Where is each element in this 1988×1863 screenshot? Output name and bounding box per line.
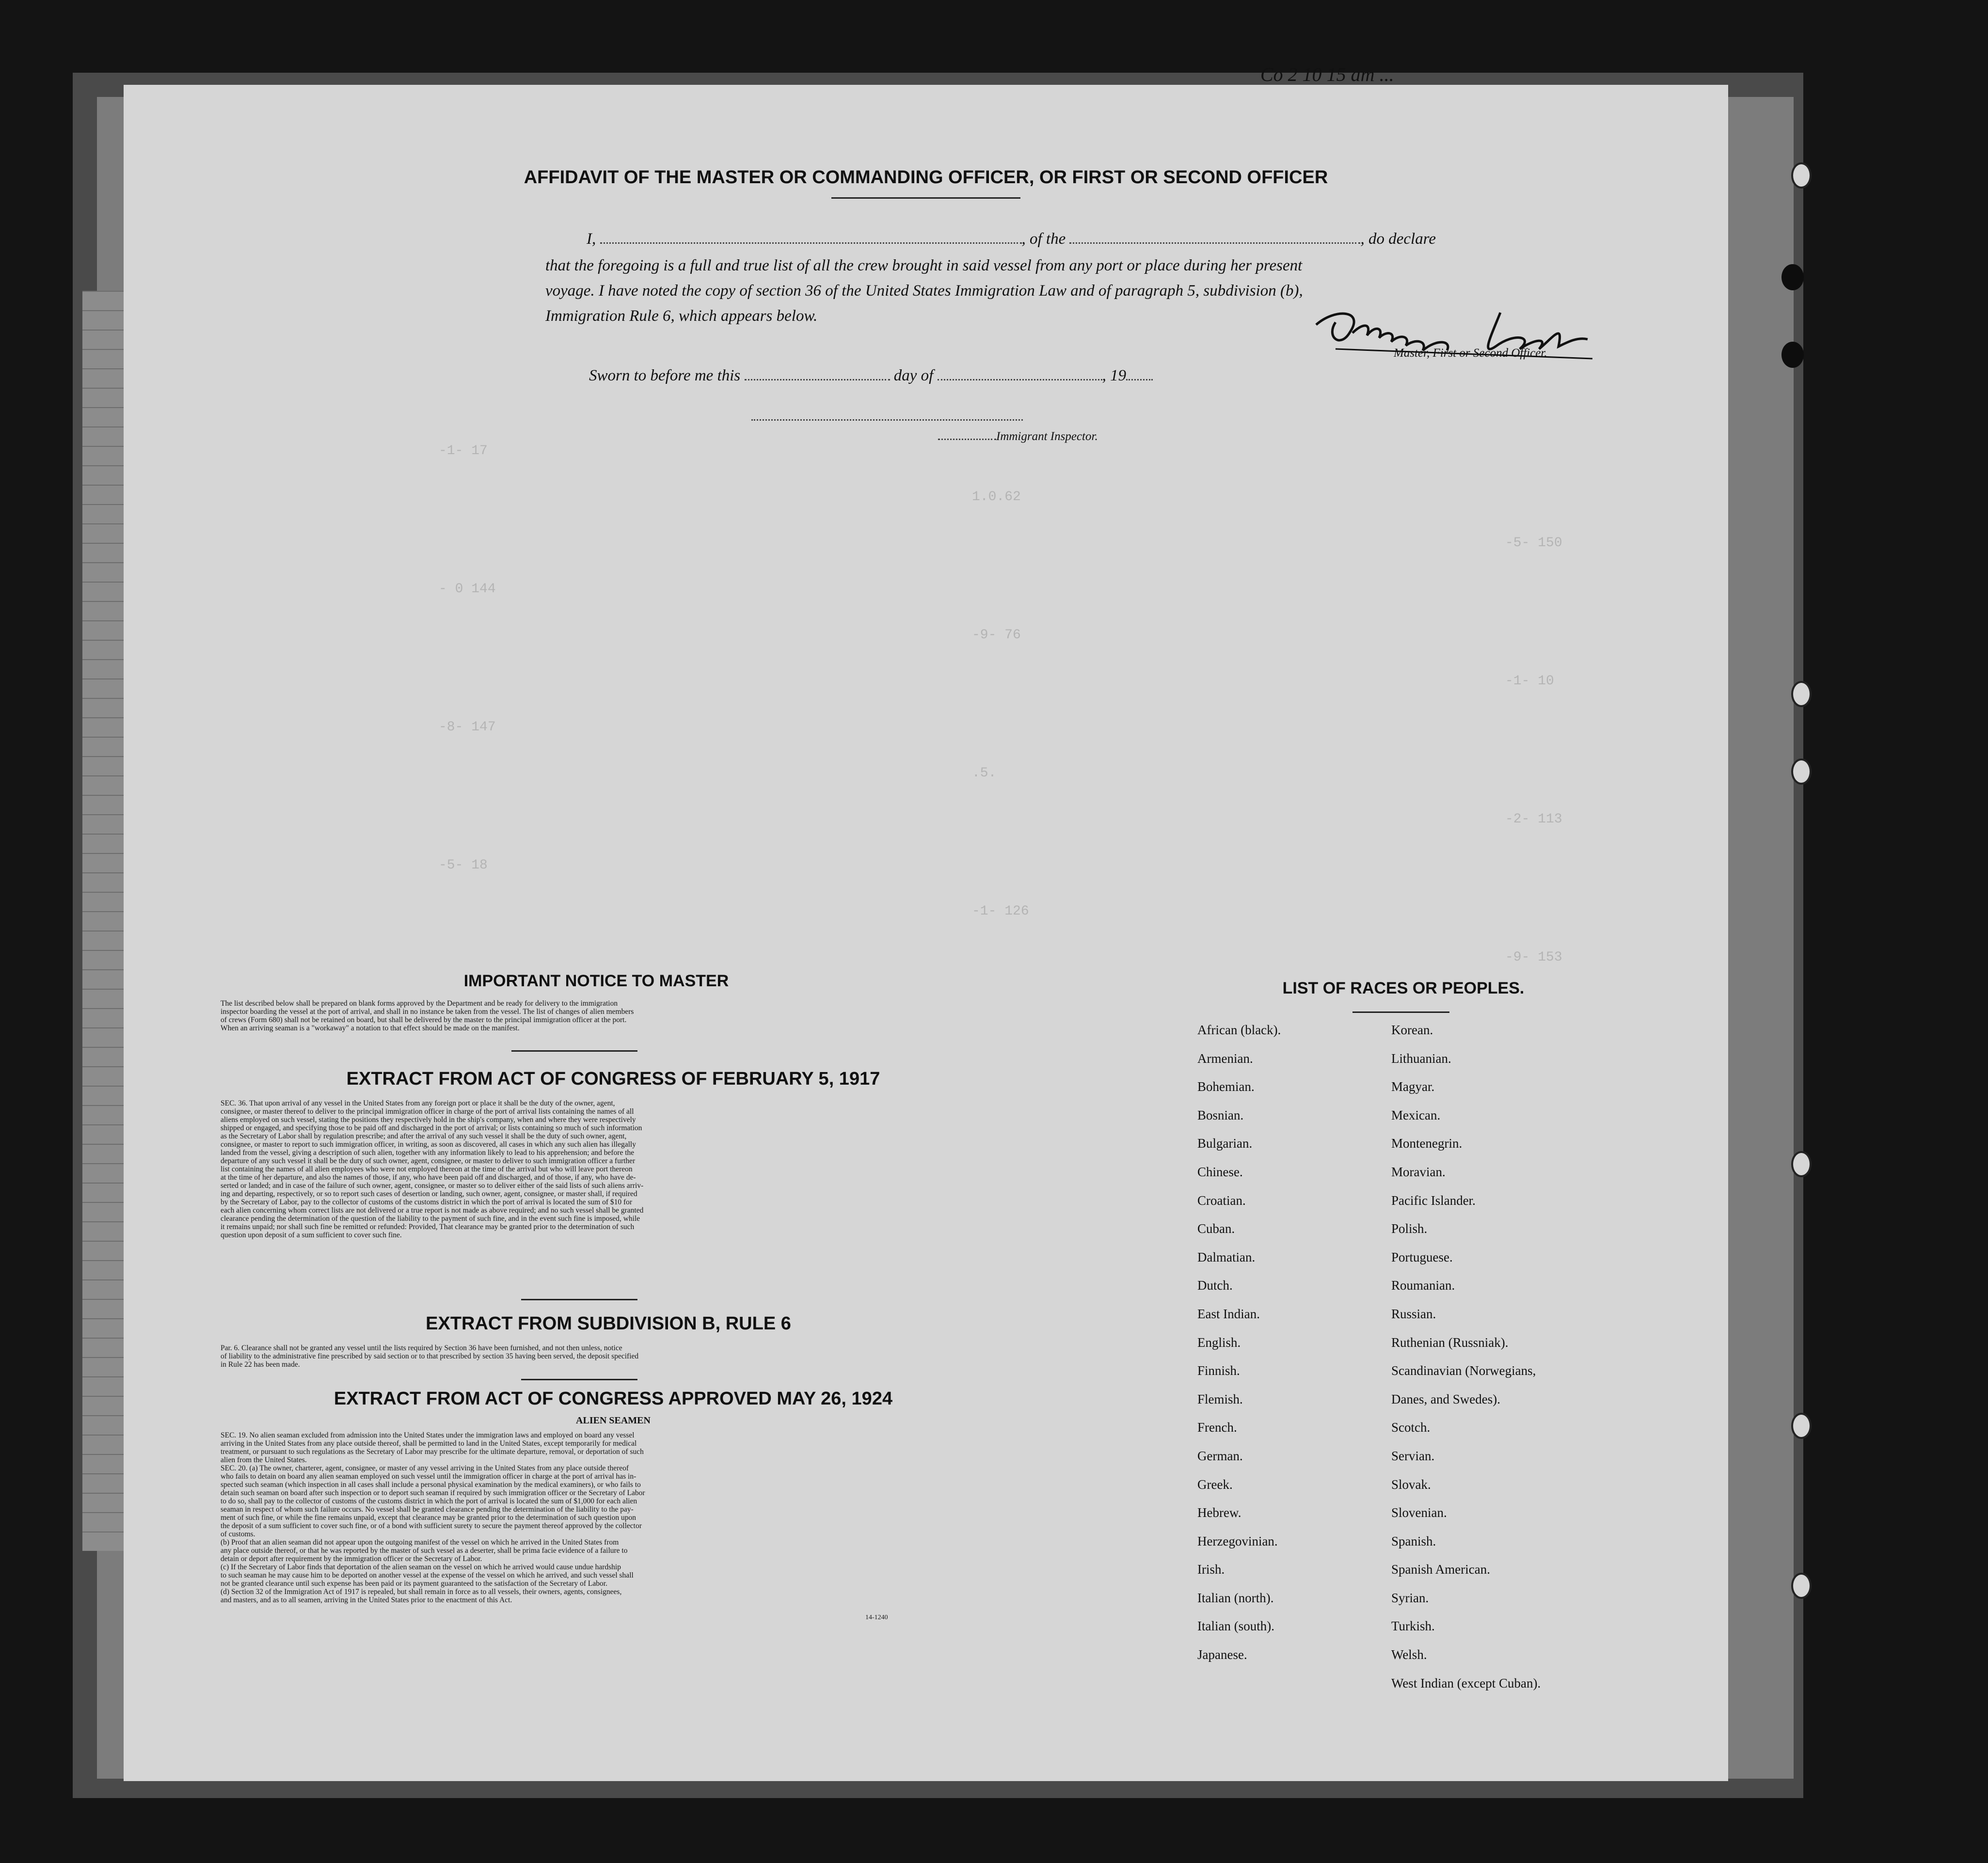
text-line: Irish. — [1197, 1562, 1225, 1577]
text-line: Spanish American. — [1391, 1562, 1490, 1577]
text-line: Spanish. — [1391, 1533, 1436, 1548]
declare-i-label: I, — [587, 230, 596, 248]
text-line: Servian. — [1391, 1448, 1435, 1463]
form-number: 14-1240 — [865, 1614, 888, 1621]
text-line: to do so, shall pay to the collector of customs of the customs district in which the port of arrival is located the sum of $1,000 for each alien — [221, 1497, 637, 1505]
text-line: Ruthenian (Russniak). — [1391, 1335, 1509, 1350]
text-line: Scandinavian (Norwegians, — [1391, 1363, 1536, 1378]
extract-1917-text — [221, 1099, 1030, 1239]
text-line: African (black). — [1197, 1023, 1281, 1037]
text-line: East Indian. — [1197, 1306, 1260, 1321]
text-line: seaman in respect of whom such failure occurs. No vessel shall be granted clearance pending the determination of the liability to the pay- — [221, 1505, 634, 1514]
text-line: German. — [1197, 1448, 1243, 1463]
affidavit-declaration-line — [587, 230, 1436, 248]
text-line: Chinese. — [1197, 1164, 1243, 1179]
extract-1924-text — [221, 1431, 1030, 1604]
punch-hole — [1791, 1151, 1812, 1177]
text-line: Mexican. — [1391, 1107, 1441, 1122]
text-line: Turkish. — [1391, 1619, 1435, 1634]
text-line: landed from the vessel, giving a description of such alien, together with any information likely to lead to his apprehension; and before the — [221, 1149, 635, 1157]
text-line: any place outside thereof, or that he was reported by the master of such vessel as a deserter, shall be prima facie evidence of a failure to — [221, 1547, 628, 1555]
alien-seamen-subtitle: ALIEN SEAMEN — [576, 1415, 651, 1426]
bleed-mark: -5- 18 — [439, 858, 488, 873]
notice-title: IMPORTANT NOTICE TO MASTER — [463, 972, 729, 990]
text-line: Greek. — [1197, 1477, 1233, 1492]
text-line: Bosnian. — [1197, 1107, 1244, 1122]
text-line: the deposit of a sum sufficient to cover such fine, or of a bond with sufficient surety to secure the payment thereof approved by the collector — [221, 1522, 642, 1530]
sworn-year-field — [1126, 379, 1153, 380]
text-line: Flemish. — [1197, 1391, 1243, 1406]
bleed-mark: 1.0.62 — [972, 489, 1021, 505]
extract-1917-title: EXTRACT FROM ACT OF CONGRESS OF FEBRUARY 5, 1917 — [346, 1069, 880, 1089]
text-line: of crews (Form 680) shall not be retained on board, but shall be delivered by the master to the principal immigration officer at the port. — [221, 1016, 627, 1024]
text-line: shipped or engaged, and specifying those to be paid off and discharged in the port of arrival; or lists containing so much of such information — [221, 1124, 642, 1132]
punch-hole — [1781, 342, 1804, 368]
text-line: detain such seaman on board after such inspection or to deport such seaman if required by such immigration officer or the Secretary of Labor — [221, 1489, 645, 1497]
bleed-mark: -2- 113 — [1505, 812, 1562, 827]
text-line: Pacific Islander. — [1391, 1193, 1476, 1208]
bleed-mark: - 0 144 — [439, 582, 496, 597]
text-line: Croatian. — [1197, 1193, 1246, 1208]
text-line: Bulgarian. — [1197, 1136, 1253, 1151]
extract-1924-title: EXTRACT FROM ACT OF CONGRESS APPROVED MAY 26, 1924 — [334, 1389, 893, 1409]
officer-name-field — [600, 242, 1022, 244]
inspector-text: Immigrant Inspector. — [996, 430, 1098, 443]
year-label: , 19 — [1102, 367, 1127, 384]
text-line: ing and departing, respectively, or so to report such cases of desertion or landing, such owner, agent, consignee, or master shall, if required — [221, 1190, 637, 1198]
text-line: The list described below shall be prepared on blank forms approved by the Department and be ready for delivery to the immigration — [221, 999, 618, 1008]
text-line: it remains unpaid; nor shall such fine be remitted or refunded: Provided, That clearance may be granted prior to the determination of such — [221, 1223, 635, 1231]
text-line: Syrian. — [1391, 1590, 1429, 1605]
divider — [521, 1379, 637, 1380]
rule6-text — [221, 1344, 1030, 1369]
divider — [521, 1299, 637, 1300]
bleed-mark: -8- 147 — [439, 720, 496, 735]
sworn-day-field — [745, 379, 890, 380]
text-line: Welsh. — [1391, 1647, 1427, 1662]
text-line: of customs. — [221, 1530, 255, 1538]
text-line: Finnish. — [1197, 1363, 1240, 1378]
text-line: Moravian. — [1391, 1164, 1446, 1179]
text-line: consignee, or master to report to such immigration officer, in writing, as soon as discovered, all cases in which any such alien has illegally — [221, 1140, 636, 1149]
text-line: treatment, or pursuant to such regulations as the Secretary of Labor may prescribe for the ultimate departure, removal, or deportation of such — [221, 1448, 644, 1456]
bleed-mark: -1- 10 — [1505, 674, 1554, 689]
text-line: by the Secretary of Labor, pay to the collector of customs of the customs district in which the port of arrival is located the sum of $10 for — [221, 1198, 633, 1206]
text-line: Bohemian. — [1197, 1079, 1255, 1094]
text-line: and masters, and as to all seamen, arriving in the United States prior to the enactment of this Act. — [221, 1596, 512, 1604]
races-left-column — [1197, 1023, 1281, 1676]
notice-text — [221, 999, 1030, 1032]
bleed-mark: -9- 153 — [1505, 950, 1562, 965]
day-of-label: day of — [893, 367, 934, 384]
sworn-month-field — [938, 379, 1102, 380]
text-line: Cuban. — [1197, 1221, 1235, 1236]
text-line: Hebrew. — [1197, 1505, 1241, 1520]
text-line: Dalmatian. — [1197, 1249, 1256, 1264]
ledger-edge — [82, 291, 126, 1551]
text-line: in Rule 22 has been made. — [221, 1360, 300, 1369]
text-line: English. — [1197, 1335, 1241, 1350]
races-title: LIST OF RACES OR PEOPLES. — [1282, 979, 1525, 997]
text-line: Armenian. — [1197, 1051, 1253, 1066]
declare-label: , do declare — [1360, 230, 1436, 248]
bleed-mark: -5- 150 — [1505, 536, 1562, 551]
text-line: Russian. — [1391, 1306, 1436, 1321]
text-line: who fails to detain on board any alien seaman employed on such vessel until the immigration officer in charge at the port of arrival has in- — [221, 1472, 636, 1481]
text-line: Italian (south). — [1197, 1619, 1274, 1634]
races-right-column — [1391, 1023, 1541, 1704]
text-line: Polish. — [1391, 1221, 1428, 1236]
text-line: Magyar. — [1391, 1079, 1435, 1094]
text-line: departure of any such vessel it shall be the duty of such owner, agent, consignee, or master to deliver to such immigration officer a further — [221, 1157, 636, 1165]
text-line: When an arriving seaman is a "workaway" a notation to that effect should be made on the manifest. — [221, 1024, 520, 1032]
text-line: aliens employed on such vessel, stating the positions they respectively hold in the ship's company, when and where they were respectively — [221, 1116, 636, 1124]
text-line: to such seaman he may cause him to be deported on another vessel at the expense of the vessel on which he arrived, and such vessel shall — [221, 1571, 634, 1579]
text-line: Danes, and Swedes). — [1391, 1391, 1500, 1406]
text-line: Par. 6. Clearance shall not be granted any vessel until the lists required by Section 36 have been furnished, and not then unless, notice — [221, 1344, 622, 1352]
rule6-title: EXTRACT FROM SUBDIVISION B, RULE 6 — [426, 1313, 791, 1334]
text-line: Italian (north). — [1197, 1590, 1274, 1605]
text-line: spected such seaman (which inspection in all cases shall include a personal physical examination by the medical examiners), or who fails to — [221, 1481, 641, 1489]
text-line: Portuguese. — [1391, 1249, 1453, 1264]
text-line: SEC. 36. That upon arrival of any vessel in the United States from any foreign port or place it shall be the duty of the owner, agent, — [221, 1099, 615, 1107]
text-line: arriving in the United States from any place outside thereof, shall be permitted to land in the United States, except temporarily for medical — [221, 1439, 637, 1448]
inspector-dots — [938, 439, 996, 440]
text-line: SEC. 20. (a) The owner, charterer, agent, consignee, or master of any vessel arriving in the United States from any place outside thereof — [221, 1464, 629, 1472]
text-line: detain or deport after requirement by the immigration officer or the Secretary of Labor. — [221, 1555, 482, 1563]
text-line: serted or landed; and in case of the failure of such owner, agent, consignee, or master so to deliver either of the said lists of such aliens arriv- — [221, 1182, 644, 1190]
affidavit-body-2: voyage. I have noted the copy of section 36 of the United States Immigration Law and of paragraph 5, subdivision (b), — [545, 282, 1303, 300]
divider — [831, 197, 1020, 199]
text-line: Scotch. — [1391, 1420, 1431, 1435]
text-line: question upon deposit of a sum sufficient to cover such fine. — [221, 1231, 402, 1239]
text-line: each alien concerning whom correct lists are not delivered or a true report is not made as above required; and no such vessel shall be granted — [221, 1206, 644, 1215]
text-line: consignee, or master thereof to deliver to the principal immigration officer in charge of the port of arrival lists containing the names of all — [221, 1107, 634, 1116]
manifest-page — [124, 85, 1728, 1781]
text-line: at the time of her departure, and also the names of those, if any, who have been paid off and discharged, and of those, if any, who have de- — [221, 1173, 636, 1182]
vessel-name-field — [1069, 242, 1360, 244]
punch-hole — [1781, 264, 1804, 290]
text-line: not be granted clearance until such expense has been paid or its payment guaranteed to the satisfaction of the Secretary of Labor. — [221, 1579, 607, 1588]
inspector-signature-field — [751, 419, 1023, 421]
text-line: alien from the United States. — [221, 1456, 307, 1464]
text-line: Montenegrin. — [1391, 1136, 1463, 1151]
text-line: West Indian (except Cuban). — [1391, 1675, 1541, 1690]
text-line: list containing the names of all alien employees who were not employed thereon at the time of the arrival but who will leave port thereon — [221, 1165, 633, 1173]
text-line: Roumanian. — [1391, 1278, 1455, 1293]
text-line: Japanese. — [1197, 1647, 1247, 1662]
text-line: SEC. 19. No alien seaman excluded from admission into the United States under the immigration laws and employed on board any vessel — [221, 1431, 635, 1439]
inspector-label — [938, 430, 1098, 443]
punch-hole — [1791, 162, 1812, 189]
affidavit-body-3: Immigration Rule 6, which appears below. — [545, 307, 818, 325]
text-line: Lithuanian. — [1391, 1051, 1451, 1066]
sworn-label: Sworn to before me this — [589, 367, 741, 384]
bleed-mark: -9- 76 — [972, 628, 1021, 643]
bleed-mark: -1- 126 — [972, 904, 1029, 919]
text-line: ment of such fine, or while the fine remains unpaid, except that clearance may be granted prior to the determination of such question upon — [221, 1514, 636, 1522]
text-line: Dutch. — [1197, 1278, 1233, 1293]
text-line: (c) If the Secretary of Labor finds that deportation of the alien seaman on the vessel on which he arrived would cause undue hardship — [221, 1563, 621, 1571]
bleed-mark: .5. — [972, 766, 997, 781]
text-line: Herzegovinian. — [1197, 1533, 1278, 1548]
master-title-label: Master, First or Second Officer. — [1394, 347, 1547, 360]
of-the-label: , of the — [1021, 230, 1066, 248]
affidavit-body-1: that the foregoing is a full and true list of all the crew brought in said vessel from any port or place during her present — [545, 257, 1303, 274]
text-line: Korean. — [1391, 1023, 1433, 1037]
divider — [511, 1050, 637, 1052]
punch-hole — [1791, 1413, 1812, 1439]
text-line: as the Secretary of Labor shall by regulation prescribe; and after the arrival of any such vessel it shall be the duty of such owner, agent, — [221, 1132, 627, 1140]
corner-note: Co 2 10 15 am ... — [1260, 63, 1394, 85]
text-line: clearance pending the determination of the question of the liability to the payment of such fine, and in the event such fine is imposed, while — [221, 1215, 640, 1223]
punch-hole — [1791, 758, 1812, 785]
affidavit-title: AFFIDAVIT OF THE MASTER OR COMMANDING OFFICER, OR FIRST OR SECOND OFFICER — [524, 167, 1328, 188]
text-line: (b) Proof that an alien seaman did not appear upon the outgoing manifest of the vessel on which he arrived in the United States from — [221, 1538, 619, 1547]
text-line: (d) Section 32 of the Immigration Act of 1917 is repealed, but shall remain in force as to all vessels, their owners, agents, consignees, — [221, 1588, 622, 1596]
text-line: Slovenian. — [1391, 1505, 1447, 1520]
text-line: Slovak. — [1391, 1477, 1431, 1492]
divider — [1352, 1011, 1449, 1013]
text-line: of liability to the administrative fine prescribed by said section or to that prescribed by section 35 having been served, the deposit specified — [221, 1352, 639, 1360]
punch-hole — [1791, 681, 1812, 707]
text-line: inspector boarding the vessel at the port of arrival, and shall in no instance be taken from the vessel. The list of changes of alien members — [221, 1008, 634, 1016]
text-line: French. — [1197, 1420, 1237, 1435]
sworn-line — [589, 367, 1153, 385]
punch-hole — [1791, 1573, 1812, 1599]
bleed-mark: -1- 17 — [439, 443, 488, 458]
